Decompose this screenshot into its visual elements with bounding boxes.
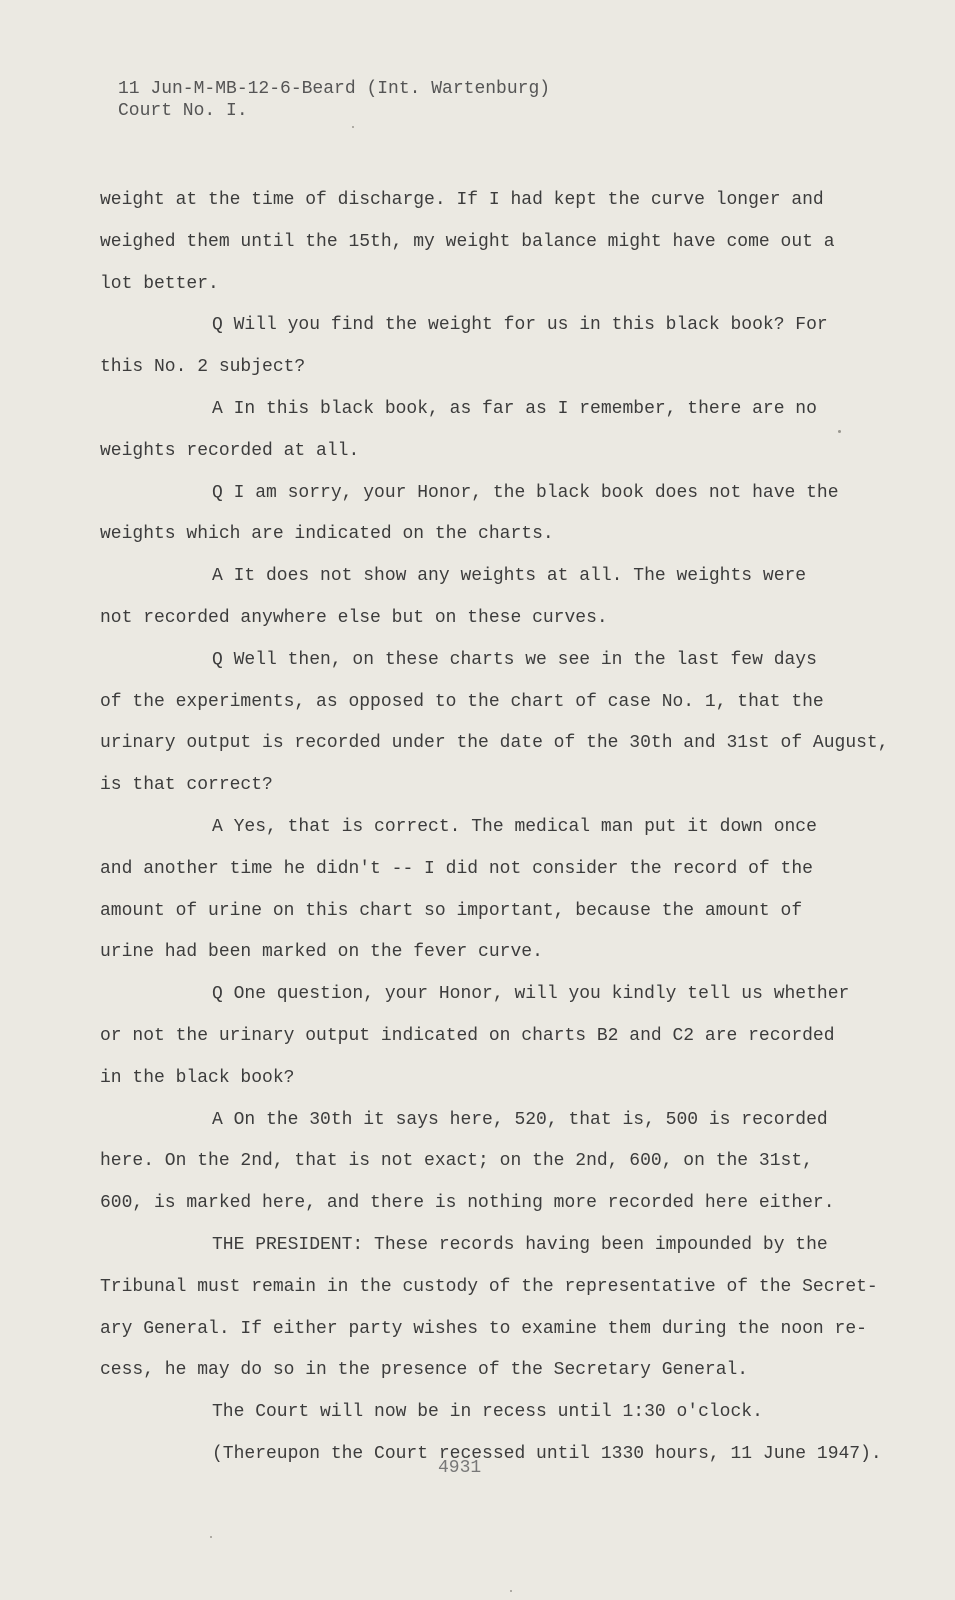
transcript-line: is that correct? (100, 775, 273, 796)
transcript-line: amount of urine on this chart so important, because the amount of (100, 900, 803, 921)
transcript-body (100, 180, 889, 1476)
paper-speck (210, 1536, 212, 1538)
transcript-line: A It does not show any weights at all. The weights were (212, 566, 807, 587)
paper-speck (352, 126, 354, 128)
transcript-line: Q Will you find the weight for us in this black book? For (212, 315, 828, 336)
transcript-line: here. On the 2nd, that is not exact; on the 2nd, 600, on the 31st, (100, 1151, 813, 1172)
paper-speck (510, 1590, 512, 1592)
header-session-line: 11 Jun-M-MB-12-6-Beard (Int. Wartenburg) (118, 79, 551, 99)
transcript-line: weighed them until the 15th, my weight balance might have come out a (100, 231, 835, 252)
page-number: 4931 (438, 1458, 482, 1478)
document-header (118, 78, 550, 122)
paper-speck (838, 430, 841, 433)
transcript-line: Q Well then, on these charts we see in the last few days (212, 649, 817, 670)
transcript-line: A Yes, that is correct. The medical man put it down once (212, 816, 817, 837)
transcript-line: A In this black book, as far as I remember, there are no (212, 398, 817, 419)
transcript-line: this No. 2 subject? (100, 357, 306, 378)
transcript-line: or not the urinary output indicated on charts B2 and C2 are recorded (100, 1025, 835, 1046)
transcript-line: Q I am sorry, your Honor, the black book does not have the (212, 482, 839, 503)
transcript-line: weights recorded at all. (100, 440, 360, 461)
transcript-line: lot better. (100, 273, 219, 294)
transcript-line: urinary output is recorded under the date of the 30th and 31st of August, (100, 733, 889, 754)
header-court-line: Court No. I. (118, 101, 248, 121)
transcript-line: in the black book? (100, 1067, 295, 1088)
transcript-line: THE PRESIDENT: These records having been impounded by the (212, 1234, 828, 1255)
transcript-line: and another time he didn't -- I did not consider the record of the (100, 858, 813, 879)
transcript-line: Q One question, your Honor, will you kindly tell us whether (212, 984, 850, 1005)
transcript-line: Tribunal must remain in the custody of the representative of the Secret- (100, 1276, 878, 1297)
transcript-line: weights which are indicated on the charts. (100, 524, 554, 545)
transcript-line: cess, he may do so in the presence of the Secretary General. (100, 1360, 749, 1381)
transcript-line: The Court will now be in recess until 1:30 o'clock. (212, 1402, 763, 1423)
transcript-line: weight at the time of discharge. If I had kept the curve longer and (100, 190, 824, 210)
transcript-line: (Thereupon the Court recessed until 1330 hours, 11 June 1947). (212, 1443, 882, 1464)
transcript-line: ary General. If either party wishes to examine them during the noon re- (100, 1318, 867, 1339)
transcript-line: A On the 30th it says here, 520, that is, 500 is recorded (212, 1109, 828, 1130)
transcript-line: 600, is marked here, and there is nothing more recorded here either. (100, 1193, 835, 1214)
transcript-line: urine had been marked on the fever curve. (100, 942, 543, 963)
transcript-line: not recorded anywhere else but on these curves. (100, 607, 608, 628)
transcript-line: of the experiments, as opposed to the chart of case No. 1, that the (100, 691, 824, 712)
